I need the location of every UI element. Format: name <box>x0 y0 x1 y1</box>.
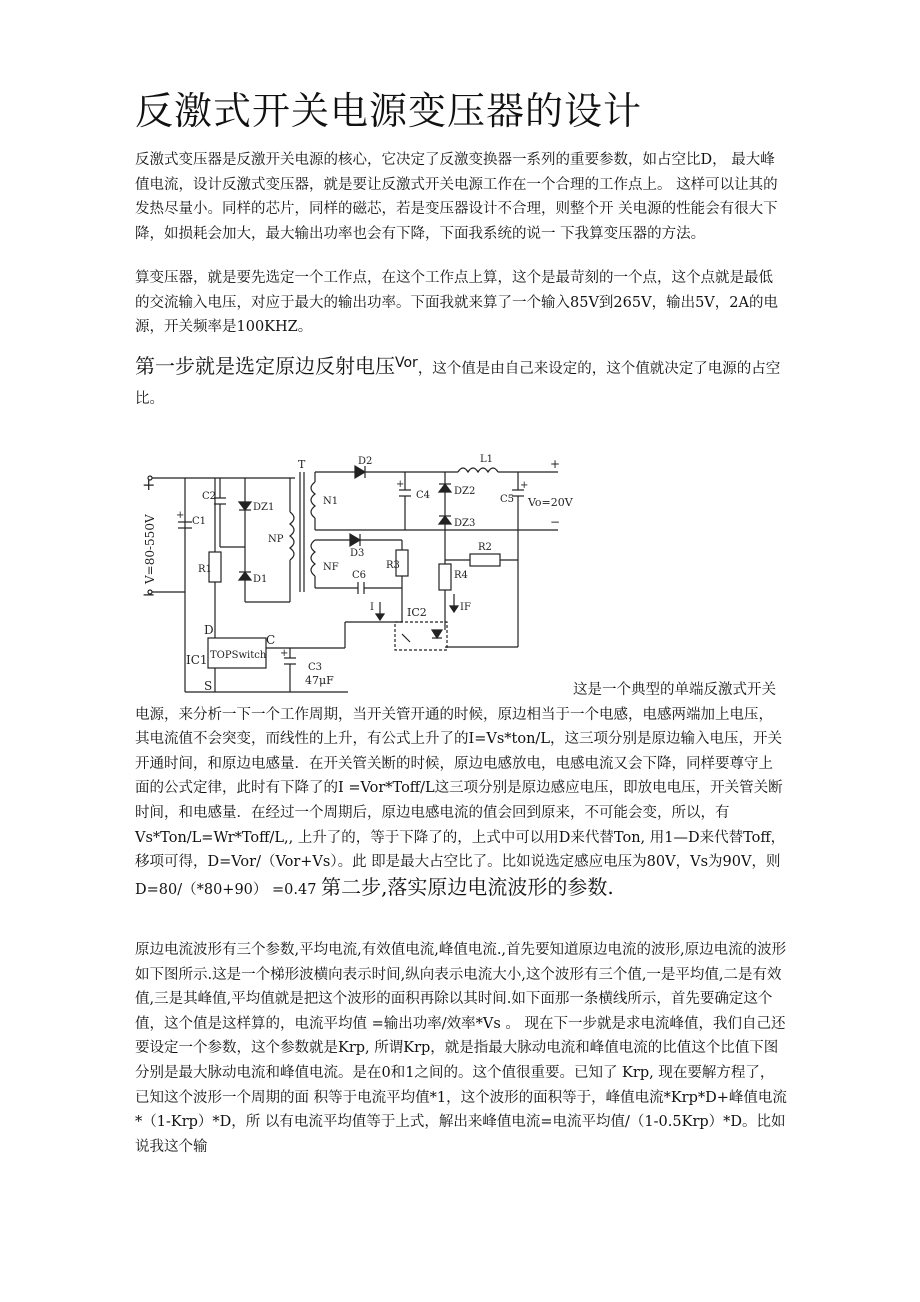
svg-text:+: + <box>142 475 156 494</box>
svg-text:D3: D3 <box>350 548 365 559</box>
flyback-circuit-diagram <box>140 452 590 698</box>
svg-text:DZ1: DZ1 <box>253 502 275 513</box>
step1-heading: 第一步就是选定原边反射电压 <box>135 354 395 378</box>
svg-text:DZ3: DZ3 <box>454 518 476 529</box>
svg-text:C2: C2 <box>202 491 217 502</box>
current-waveform-paragraph: 原边电流波形有三个参数,平均电流,有效值电流,峰值电流.,首先要知道原边电流的波形,原边电流的波形如下图所示.这是一个梯形波横向表示时间,纵向表示电流大小,这个波形有三个值,一是平均值,二是有效值,三是其峰值,平均值就是把这个波形的面积再除以其时间.如下面那一条横线所示，首先要确定这个值，这个值是这样算的，电流平均值 =输出功率/效率*Vs 。 现在下一步就是求电流峰值，我们自己还要设定一个参数，这个参数就是Krp, 所谓Krp，就是指最大脉动电流和峰值电流的比值这个比值下图分别是最大脉动电流和峰值电流。是在0和1之间的。这个值很重要。已知了 Krp, 现在要解方程了，已知这个波形一个周期的面 积等于电流平均值*1，这个波形的面积等于，峰值电流*Krp*D+峰值电流*（1-Krp）*D，所 以有电流平均值等于上式，解出来峰值电流=电流平均值/（1-0.5Krp）*D。比如说我这个输 <box>135 942 787 1155</box>
svg-text:I: I <box>370 602 374 613</box>
svg-text:NF: NF <box>323 562 339 573</box>
svg-text:IC1: IC1 <box>186 653 208 667</box>
step1-text: ，这个值是由自己来设定的，这个值就决定了电源的占空比。 <box>135 361 781 407</box>
svg-text:IF: IF <box>460 602 471 613</box>
svg-text:−: − <box>142 585 156 604</box>
page-title: 反激式开关电源变压器的设计 <box>135 89 643 133</box>
svg-text:D: D <box>204 623 214 637</box>
svg-text:C: C <box>266 633 276 647</box>
svg-text:DZ2: DZ2 <box>454 486 476 497</box>
cycle-analysis-paragraph: 这是一个典型的单端反激式开关电源，来分析一下一个工作周期，当开关管开通的时候，原边相当于一个电感，电感两端加上电压，其电流值不会突变，而线性的上升，有公式上升了的I=Vs*ton/L，这三项分别是原边输入电压，开关开通时间，和原边电感量．在开关管关断的时候，原边电感放电，电感电流又会下降，同样要尊守上面的公式定律，此时有下降了的I =Vor*Toff/L这三项分别是原边感应电压，即放电电压，开关管关断时间，和电感量．在经过一个周期后，原边电感电流的值会回到原来，不可能会变，所以，有Vs*Ton/L=Wr*Toff/L,, 上升了的，等于下降了的，上式中可以用D来代替Ton, 用1—D来代替Toff，移项可得，D=Vor/（Vor+Vs）。此 即是最大占空比了。比如说选定感应电压为80V，Vs为90V，则D=80/（*80+90） =0.47 第二步,落实原边电流波形的参数. <box>135 682 786 899</box>
svg-text:+: + <box>550 457 561 471</box>
svg-text:C1: C1 <box>192 516 207 527</box>
svg-text:D2: D2 <box>358 456 373 467</box>
intro-paragraph: 反激式变压器是反激开关电源的核心，它决定了反激变换器一系列的重要参数，如占空比D， 最大峰值电流，设计反激式变压器，就是要让反激式开关电源工作在一个合理的工作点上。 这样可以让其的发热尽量小。同样的芯片，同样的磁芯，若是变压器设计不合理，则整个开 关电源的性能会有很大下降，如损耗会加大，最大输出功率也会有下降，下面我系统的说一 下我算变压器的方法。 <box>135 152 778 242</box>
svg-text:−: − <box>550 515 561 529</box>
vor-superscript: Vor <box>395 355 418 371</box>
svg-text:NP: NP <box>268 534 284 545</box>
topswitch-label: TOPSwitch <box>210 650 267 661</box>
svg-text:T: T <box>298 458 306 471</box>
svg-text:+: + <box>280 648 289 659</box>
svg-text:R3: R3 <box>386 560 400 571</box>
svg-text:S: S <box>204 679 213 693</box>
svg-text:C4: C4 <box>416 490 431 501</box>
svg-text:C6: C6 <box>352 570 367 581</box>
svg-text:D1: D1 <box>253 574 268 585</box>
step1-paragraph <box>135 348 787 414</box>
svg-text:N1: N1 <box>323 496 339 507</box>
svg-text:IC2: IC2 <box>407 606 427 619</box>
svg-text:+: + <box>520 480 529 491</box>
svg-text:+: + <box>176 510 185 521</box>
vin-label: V=80-550V <box>143 514 157 584</box>
svg-text:L1: L1 <box>480 454 494 465</box>
c3-value: 47μF <box>305 674 334 687</box>
vout-label: Vo=20V <box>528 496 573 509</box>
svg-text:R1: R1 <box>198 564 212 575</box>
svg-text:C5: C5 <box>500 494 515 505</box>
transformer-calc-paragraph: 算变压器，就是要先选定一个工作点，在这个工作点上算，这个是最苛刻的一个点，这个点就是最低的交流输入电压，对应于最大的输出功率。下面我就来算了一个输入85V到265V，输出5V，2A的电源，开关频率是100KHZ。 <box>135 270 778 336</box>
svg-text:R4: R4 <box>454 570 468 581</box>
step2-heading: 第二步,落实原边电流波形的参数. <box>321 874 614 899</box>
svg-text:+: + <box>396 479 405 490</box>
svg-text:R2: R2 <box>478 542 492 553</box>
svg-text:C3: C3 <box>308 662 323 673</box>
